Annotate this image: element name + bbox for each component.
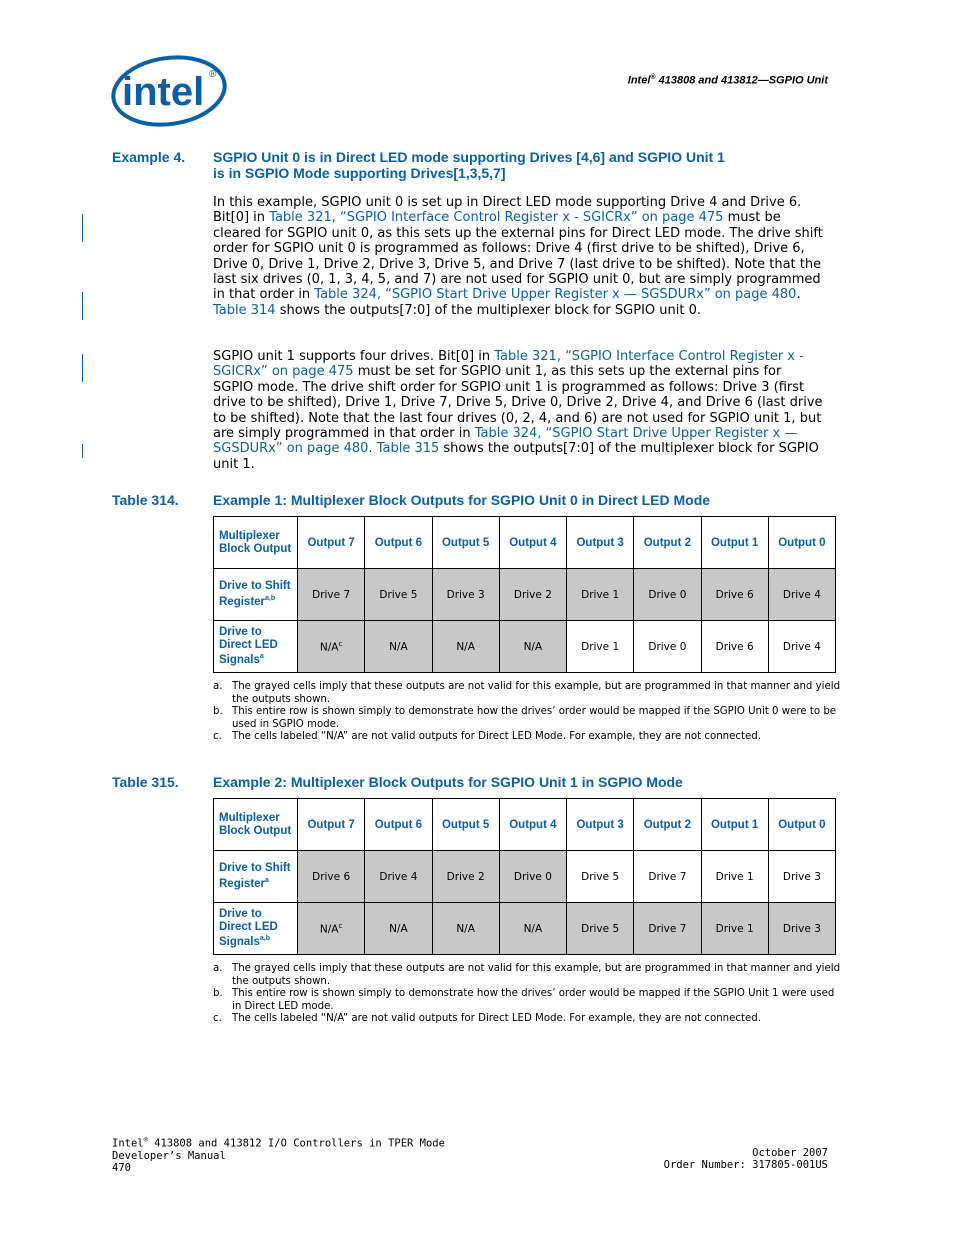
table-cell: Drive 1 [567, 621, 634, 673]
table-cell: Drive 3 [432, 569, 499, 621]
column-header: Output 3 [567, 517, 634, 569]
svg-text:®: ® [209, 69, 217, 80]
footer-doc-type: Developer’s Manual [112, 1149, 226, 1162]
table-cell: $N/A^c$ [298, 903, 365, 955]
footnote: b. This entire row is shown simply to demonstrate how the drives’ order would be mapped if the SGPIO Unit 1 were used in Direct LED mode. [213, 988, 835, 1012]
paragraph-1: In this example, SGPIO unit 0 is set up in Direct LED mode supporting Drive 4 and Drive 6. Bit[0] in Table 321, “SGPIO Interface Control Register x - SGICRx” on page 475 must be cleared for SGPIO unit 0, as this sets up the external pins for Direct LED mode. The drive shift order for SGPIO unit 0 is programmed as follows: Drive 4 (first drive to be shifted), Drive 6, Drive 0, Drive 1, Drive 2, Drive 3, Drive 5, and Drive 7 (last drive to be shifted). Note that the last six drives (0, 1, 3, 4, 5, and 7) are not used for SGPIO unit 0, but are simply programmed in that order in Table 324, “SGPIO Start Drive Upper Register x — SGSDURx” on page 480. Table 314 shows the outputs[7:0] of the multiplexer block for SGPIO unit 0. [213, 195, 823, 318]
column-header: Output 7 [298, 517, 365, 569]
row-header-cell: Multiplexer Block Output [214, 799, 298, 851]
link-table-321[interactable]: Table 321, “SGPIO Interface Control Register x - SGICRx” on page 475 [269, 210, 724, 226]
table-cell: N/A [365, 621, 432, 673]
link-table-315[interactable]: Table 315 [376, 441, 440, 457]
table-cell: Drive 5 [567, 903, 634, 955]
table-cell: Drive 4 [768, 569, 835, 621]
table-row [214, 621, 836, 673]
table-title: Example 1: Multiplexer Block Outputs for SGPIO Unit 0 in Direct LED Mode [213, 492, 711, 508]
footer-left [112, 1134, 445, 1175]
table-header-row [214, 799, 836, 851]
footnote: b. This entire row is shown simply to demonstrate how the drives’ order would be mapped if the SGPIO Unit 0 were to be used in SGPIO mode. [213, 706, 837, 730]
footnote: a. The grayed cells imply that these outputs are not valid for this example, but are programmed in that manner and yield the outputs shown. [213, 963, 841, 987]
table-cell: Drive 4 [768, 621, 835, 673]
table-cell: Drive 7 [634, 903, 701, 955]
table-cell: N/A [499, 621, 566, 673]
column-header: Output 2 [634, 799, 701, 851]
page-number: 470 [112, 1162, 131, 1175]
table-cell: N/A [499, 903, 566, 955]
change-bar [82, 292, 83, 320]
table-title: Example 2: Multiplexer Block Outputs for SGPIO Unit 1 in SGPIO Mode [213, 774, 683, 790]
change-bar [82, 354, 83, 382]
row-header-cell: Multiplexer Block Output [214, 517, 298, 569]
link-table-324[interactable]: Table 324, “SGPIO Start Drive Upper Register x — SGSDURx” on page 480 [314, 287, 797, 303]
intel-logo [110, 50, 228, 128]
footer-doc-title: Intel® 413808 and 413812 I/O Controllers in TPER Mode [112, 1136, 445, 1150]
footer-order-number: Order Number: 317805-001US [663, 1159, 828, 1172]
running-header: Intel® 413808 and 413812—SGPIO Unit [627, 74, 828, 87]
table-cell: $N/A^c$ [298, 621, 365, 673]
column-header: Output 5 [432, 517, 499, 569]
column-header: Output 6 [365, 799, 432, 851]
column-header: Output 5 [432, 799, 499, 851]
example-number: Example 4. [112, 149, 186, 165]
table-cell: Drive 1 [701, 903, 768, 955]
table-315 [213, 798, 836, 955]
example-title: SGPIO Unit 0 is in Direct LED mode supporting Drives [4,6] and SGPIO Unit 1 is in SGPIO Mode supporting Drives[1,3,5,7] [213, 149, 725, 181]
column-header: Output 1 [701, 517, 768, 569]
table-cell: Drive 3 [768, 903, 835, 955]
link-table-324[interactable]: Table 324, “SGPIO Start Drive Upper Register x — SGSDURx” on page 480 [213, 426, 798, 457]
table-315-heading [112, 774, 832, 792]
paragraph-2: SGPIO unit 1 supports four drives. Bit[0] in Table 321, “SGPIO Interface Control Register x - SGICRx” on page 475 must be set for SGPIO unit 1, as this sets up the external pins for SGPIO mode. The drive shift order for SGPIO unit 1 is programmed as follows: Drive 3 (first drive to be shifted), Drive 1, Drive 7, Drive 5, Drive 0, Drive 2, Drive 4, and Drive 6 (last drive to be shifted). Note that the last four drives (0, 2, 4, and 6) are not used for SGPIO unit 1, but are simply programmed in that order in Table 324, “SGPIO Start Drive Upper Register x — SGSDURx” on page 480. Table 315 shows the outputs[7:0] of the multiplexer block for SGPIO unit 1. [213, 349, 823, 472]
table-314-heading [112, 492, 832, 510]
column-header: Output 3 [567, 799, 634, 851]
row-header-cell: Drive to Shift Register$^{a,b}$ [214, 569, 298, 621]
table-cell: Drive 0 [634, 621, 701, 673]
table-header-row [214, 517, 836, 569]
table-cell: Drive 6 [701, 569, 768, 621]
footnote: a. The grayed cells imply that these outputs are not valid for this example, but are programmed in that manner and yield the outputs shown. [213, 681, 841, 705]
table-number: Table 315. [112, 774, 179, 790]
table-cell: Drive 5 [365, 569, 432, 621]
table-cell: Drive 5 [567, 851, 634, 903]
table-cell: Drive 7 [634, 851, 701, 903]
column-header: Output 6 [365, 517, 432, 569]
link-table-321[interactable]: Table 321, “SGPIO Interface Control Register x - SGICRx” on page 475 [213, 349, 804, 380]
change-bar [82, 214, 83, 242]
column-header: Output 7 [298, 799, 365, 851]
table-row [214, 569, 836, 621]
row-header-cell: Drive to Direct LED Signals$^{a,b}$ [214, 903, 298, 955]
example-heading [112, 149, 832, 183]
change-bar [82, 444, 83, 458]
footer-right [664, 1147, 828, 1172]
table-cell: Drive 6 [298, 851, 365, 903]
table-cell: N/A [365, 903, 432, 955]
footnote: c. The cells labeled “N/A” are not valid outputs for Direct LED Mode. For example, they are not connected. [213, 731, 761, 742]
column-header: Output 4 [499, 799, 566, 851]
table-cell: Drive 4 [365, 851, 432, 903]
table-cell: N/A [432, 621, 499, 673]
table-cell: N/A [432, 903, 499, 955]
table-cell: Drive 1 [701, 851, 768, 903]
table-314-notes [213, 681, 843, 744]
row-header-cell: Drive to Direct LED Signals$^a$ [214, 621, 298, 673]
table-cell: Drive 1 [567, 569, 634, 621]
link-table-314[interactable]: Table 314 [213, 302, 276, 318]
table-cell: Drive 6 [701, 621, 768, 673]
table-row [214, 851, 836, 903]
table-315-notes [213, 963, 843, 1026]
column-header: Output 4 [499, 517, 566, 569]
table-cell: Drive 3 [768, 851, 835, 903]
svg-text:intel: intel [122, 70, 205, 114]
table-cell: Drive 0 [499, 851, 566, 903]
row-header-cell: Drive to Shift Register$^a$ [214, 851, 298, 903]
table-row [214, 903, 836, 955]
table-number: Table 314. [112, 492, 179, 508]
column-header: Output 0 [768, 799, 835, 851]
column-header: Output 2 [634, 517, 701, 569]
footnote: c. The cells labeled “N/A” are not valid outputs for Direct LED Mode. For example, they are not connected. [213, 1013, 761, 1024]
column-header: Output 0 [768, 517, 835, 569]
table-cell: Drive 2 [499, 569, 566, 621]
table-cell: Drive 2 [432, 851, 499, 903]
footer-date: October 2007 [752, 1147, 828, 1159]
table-314 [213, 516, 836, 673]
table-cell: Drive 7 [298, 569, 365, 621]
table-cell: Drive 0 [634, 569, 701, 621]
column-header: Output 1 [701, 799, 768, 851]
